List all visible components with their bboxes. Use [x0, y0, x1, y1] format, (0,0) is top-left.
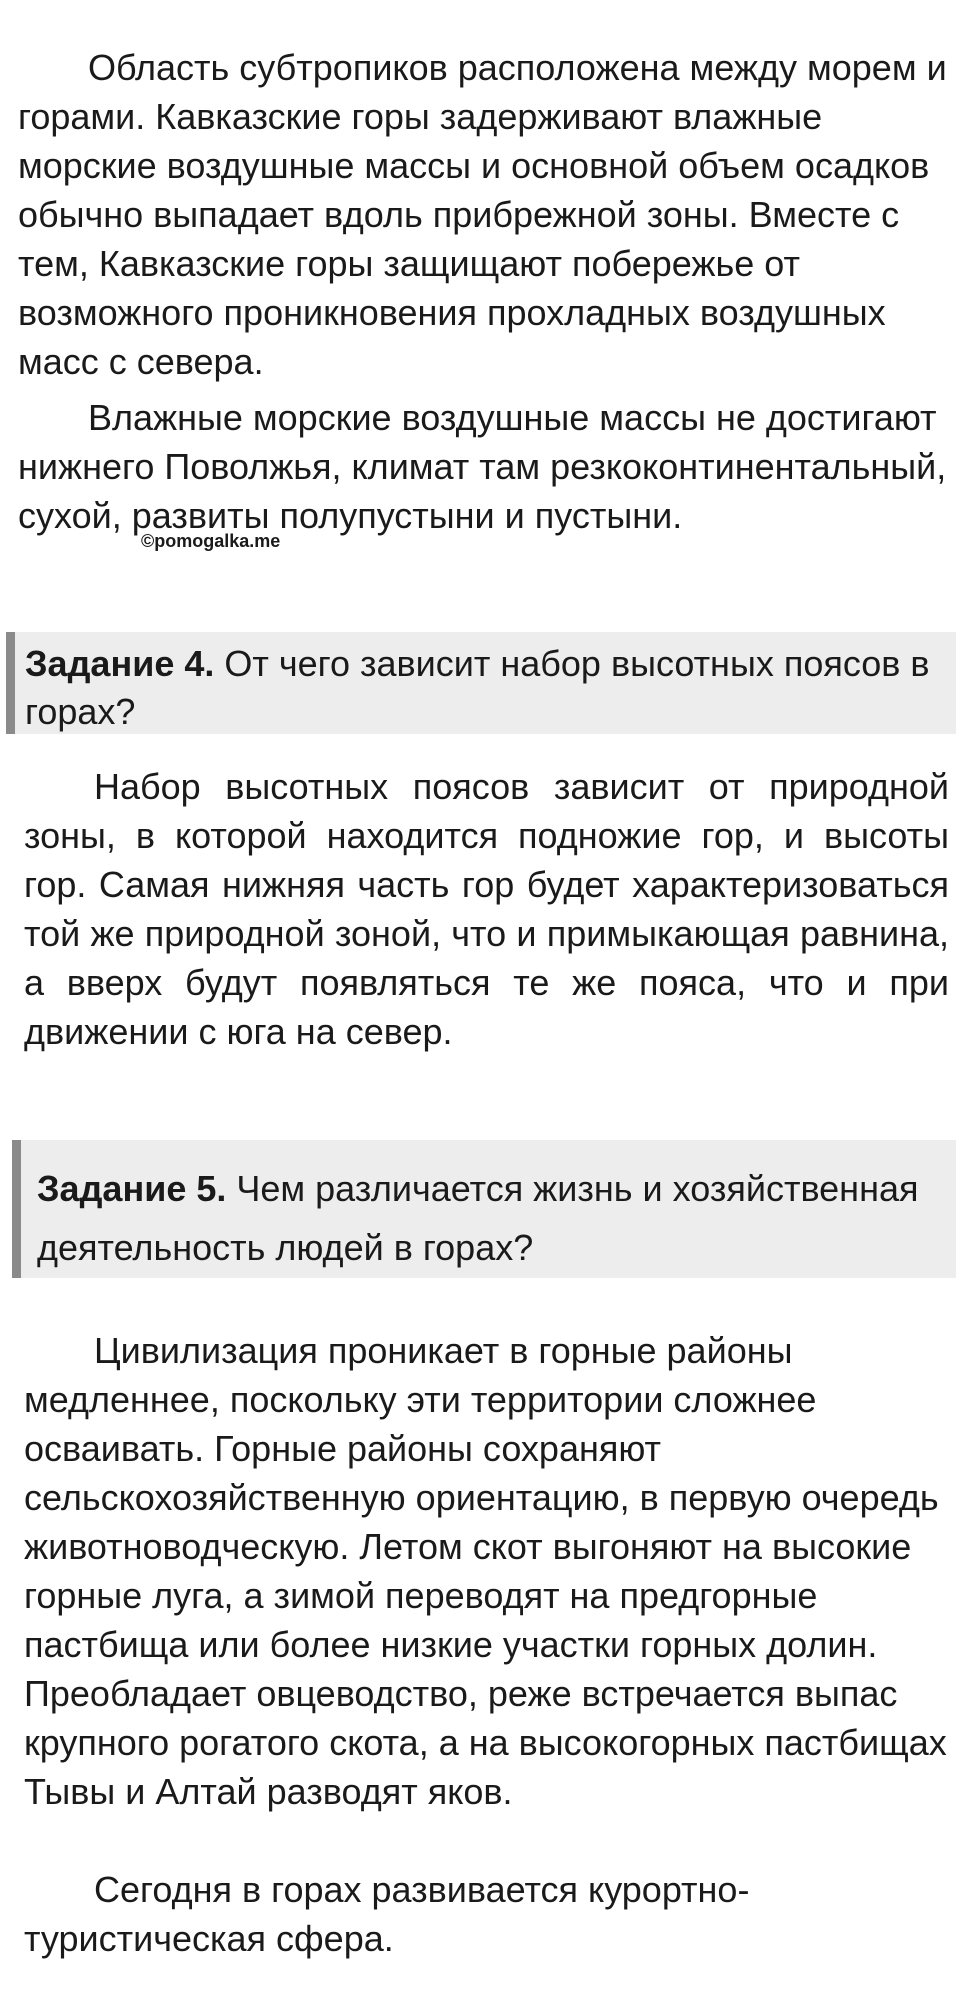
task-4-question: От чего зависит набор высотных поясов в горах?	[25, 643, 930, 732]
text-paragraph-volga-climate: Влажные морские воздушные массы не достигают нижнего Поволжья, климат там резкоконтинентальный, сухой, развиты полупустыни и пустыни.	[18, 397, 947, 536]
watermark: ©pomogalka.me	[141, 531, 281, 551]
answer-5-paragraph-2: Сегодня в горах развивается курортно-туристическая сфера.	[24, 1869, 750, 1959]
task-5-heading	[12, 1140, 956, 1278]
text-paragraph-subtropics: Область субтропиков расположена между морем и горами. Кавказские горы задерживают влажные морские воздушные массы и основной объем осадков обычно выпадает вдоль прибрежной зоны. Вместе с тем, Кавказские горы защищают побережье от возможного проникновения прохладных воздушных масс с севера.	[18, 47, 947, 382]
answer-4-paragraph: Набор высотных поясов зависит от природной зоны, в которой находится подножие гор, и высоты гор. Самая нижняя часть гор будет характеризоваться той же природной зоной, что и примыкающая равнина, а вверх будут появляться те же пояса, что и при движении с юга на север.	[24, 766, 949, 1052]
task-5-label: Задание 5.	[37, 1168, 227, 1209]
task-5-question: Чем различается жизнь и хозяйственная деятельность людей в горах?	[37, 1168, 919, 1268]
task-4-label: Задание 4.	[25, 643, 215, 684]
task-4-text	[25, 640, 946, 736]
task-5-text	[37, 1159, 946, 1277]
answer-5-paragraph-1: Цивилизация проникает в горные районы медленнее, поскольку эти территории сложнее осваивать. Горные районы сохраняют сельскохозяйственную ориентацию, в первую очередь животноводческую. Летом скот выгоняют на высокие горные луга, а зимой переводят на предгорные пастбища или более низкие участки горных долин. Преобладает овцеводство, реже встречается выпас крупного рогатого скота, а на высокогорных пастбищах Тывы и Алтай разводят яков.	[24, 1330, 947, 1812]
task-4-heading	[6, 632, 956, 734]
